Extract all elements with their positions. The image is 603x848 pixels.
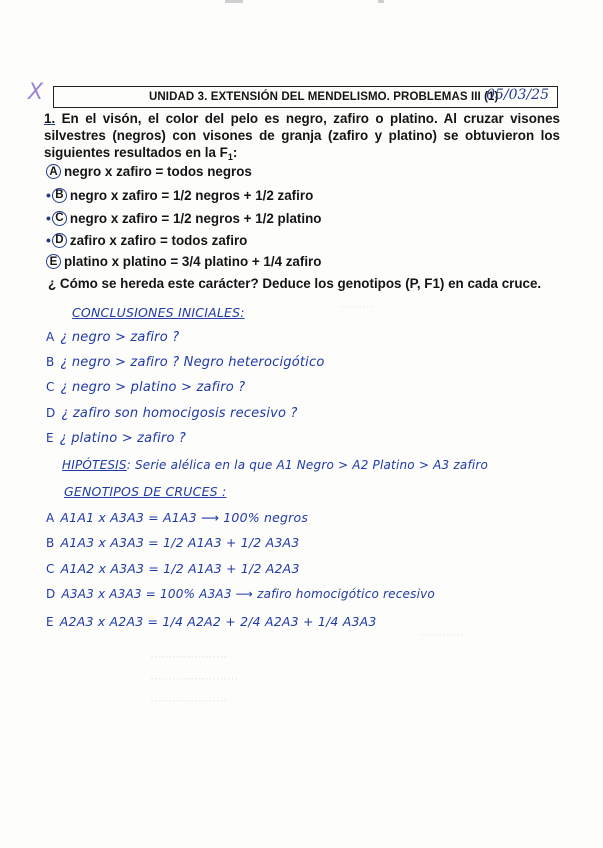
genotypes-heading: GENOTIPOS DE CRUCES :	[64, 484, 227, 499]
note-text: ¿ negro > zafiro ?	[60, 330, 180, 345]
genotype-a	[46, 510, 308, 525]
cross-letter-circle: E	[46, 254, 61, 269]
cross-letter-circle: D	[52, 233, 67, 248]
note-letter: B	[46, 536, 55, 550]
question: ¿ Cómo se hereda este carácter? Deduce los genotipos (P, F1) en cada cruce.	[48, 276, 542, 291]
bleed-through: ⋯⋯⋯⋯⋯⋯⋯	[150, 650, 227, 663]
conclusion-e	[46, 431, 186, 446]
cross-letter-circle: B	[52, 188, 67, 203]
note-letter: D	[46, 406, 56, 420]
note-letter: A	[46, 330, 55, 344]
conclusions-heading: CONCLUSIONES INICIALES:	[72, 305, 245, 320]
cross-e	[46, 254, 321, 269]
cross-c	[46, 210, 321, 226]
conclusion-b	[46, 355, 324, 370]
note-letter: E	[46, 615, 54, 629]
note-text: ¿ negro > zafiro ? Negro heterocigótico	[60, 355, 325, 370]
cross-d	[46, 232, 247, 248]
problem-text: En el visón, el color del pelo es negro, zafiro o platino. Al cruzar visones silvestres (negros) con visones de granja (zafiro y platino) se obtuvieron los siguientes resultados en la F	[44, 111, 560, 160]
note-letter: E	[46, 431, 54, 445]
header-box	[53, 86, 558, 108]
note-text: ¿ zafiro son homocigosis recesivo ?	[61, 406, 298, 421]
note-text: A3A3 x A3A3 = 100% A3A3 ⟶ zafiro homocigótico recesivo	[61, 587, 435, 601]
cross-a	[46, 164, 252, 179]
cross-text: platino x platino = 3/4 platino + 1/4 zafiro	[64, 254, 322, 269]
bullet-dot: •	[46, 210, 51, 226]
bullet-dot: •	[46, 232, 51, 248]
cross-letter-circle: A	[46, 164, 61, 179]
cross-text: negro x zafiro = 1/2 negros + 1/2 zafiro	[69, 187, 314, 203]
note-letter: B	[46, 355, 55, 369]
problem-text-end: :	[232, 145, 238, 160]
bleed-through: ⋯⋯⋯⋯⋯⋯⋯	[150, 694, 227, 707]
problem-subscript: 1	[227, 152, 233, 162]
genotype-d	[46, 587, 435, 601]
conclusion-a	[46, 330, 179, 345]
bleed-through: ⋯⋯⋯⋯⋯⋯⋯⋯	[150, 672, 238, 685]
note-text: ¿ platino > zafiro ?	[59, 431, 187, 446]
note-letter: A	[46, 511, 55, 525]
note-letter: D	[46, 587, 56, 601]
genotype-e	[46, 614, 377, 629]
cross-b	[46, 187, 313, 203]
note-text: A1A3 x A3A3 = 1/2 A1A3 + 1/2 A3A3	[60, 535, 300, 550]
cross-text: negro x zafiro = todos negros	[64, 164, 252, 179]
genotype-c	[46, 561, 300, 576]
hypothesis-label: HIPÓTESIS	[62, 458, 127, 472]
x-mark: X	[28, 80, 44, 105]
cross-text: negro x zafiro = 1/2 negros + 1/2 platino	[69, 210, 322, 226]
note-letter: C	[46, 562, 55, 576]
conclusion-c	[46, 380, 245, 395]
hypothesis-text: : Serie alélica en la que A1 Negro > A2 Platino > A3 zafiro	[126, 458, 489, 472]
cross-letter-circle: C	[52, 211, 67, 226]
hypothesis	[62, 458, 488, 472]
bleed-through: ⋯⋯⋯	[340, 300, 373, 313]
note-text: A2A3 x A2A3 = 1/4 A2A2 + 2/4 A2A3 + 1/4 A3A3	[59, 614, 377, 629]
note-text: ¿ negro > platino > zafiro ?	[60, 380, 246, 395]
problem-number: 1.	[44, 111, 56, 126]
conclusion-d	[46, 406, 298, 421]
note-text: A1A1 x A3A3 = A1A3 ⟶ 100% negros	[60, 510, 309, 525]
genotype-b	[46, 535, 299, 550]
note-text: A1A2 x A3A3 = 1/2 A1A3 + 1/2 A2A3	[60, 561, 300, 576]
cross-text: zafiro x zafiro = todos zafiro	[69, 232, 248, 248]
bleed-through: ⋯⋯⋯⋯	[420, 628, 464, 641]
problem-statement	[44, 110, 560, 166]
bullet-dot: •	[46, 187, 51, 203]
handwritten-date: 05/03/25	[486, 87, 549, 103]
note-letter: C	[46, 380, 55, 394]
worksheet-title: UNIDAD 3. EXTENSIÓN DEL MENDELISMO. PROBLEMAS III (1)	[149, 91, 499, 103]
